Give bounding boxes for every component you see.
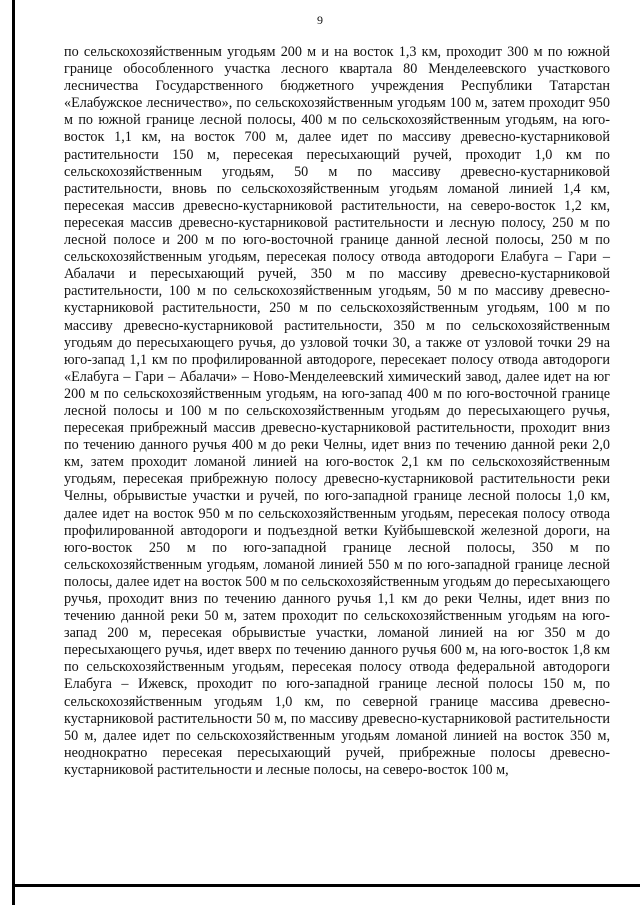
scan-edge-bottom (12, 884, 640, 887)
page-number: 9 (317, 13, 323, 27)
scan-edge-left (12, 0, 15, 905)
body-text: по сельскохозяйственным угодьям 200 м и на восток 1,3 км, проходит 300 м по южной границе обособленного участка лесного квартала 80 Менделеевского участкового лесничества Государственного бюджетного учреждения Республики Татарстан «Елабужское лесничество», по сельскохозяйственным угодьям 100 м, затем проходит 950 м по южной границе лесной полосы, 400 м по сельскохозяйственным угодьям, на юго-восток 1,1 км, на восток 700 м, далее идет по массиву древесно-кустарниковой растительности 150 м, пересекая пересыхающий ручей, проходит 1,0 км по сельскохозяйственным угодьям, 50 м по массиву древесно-кустарниковой растительности, вновь по сельскохозяйственным угодьям ломаной линией 1,4 км, пересекая массив древесно-кустарниковой растительности, на северо-восток 1,2 км, пересекая массив древесно-кустарниковой растительности и лесную полосу, 250 м по лесной полосе и 200 м по юго-восточной границе данной лесной полосы, 250 м по сельскохозяйственным угодьям, пересекая полосу отвода автодороги Елабуга – Гари – Абалачи и пересыхающий ручей, 350 м по массиву древесно-кустарниковой растительности, 100 м по сельскохозяйственным угодьям, 50 м по массиву древесно-кустарниковой растительности, 250 м по сельскохозяйственным угодьям, 100 м по массиву древесно-кустарниковой растительности, 350 м по сельскохозяйственным угодьям до пересыхающего ручья, до узловой точки 30, а также от узловой точки 29 на юго-запад 1,1 км по профилированной автодороге, пересекает полосу отвода автодороги «Елабуга – Гари – Абалачи» – Ново-Менделеевский химический завод, далее идет на юг 200 м по сельскохозяйственным угодьям, на юго-запад 400 м по юго-восточной границе лесной полосы и 100 м по сельскохозяйственным угодьям до пересыхающего ручья, пересекая прибрежный массив древесно-кустарниковой растительности, проходит вниз по течению данного ручья 400 м до реки Челны, идет вниз по течению данной реки 2,0 км, затем проходит ломаной линией на юго-восток 2,1 км по сельскохозяйственным угодьям, пересекая прибрежную полосу древесно-кустарниковой растительности реки Челны, обрывистые участки и ручей, по юго-западной границе лесной полосы 1,0 км, далее идет на восток 950 м по сельскохозяйственным угодьям, пересекая полосу отвода профилированной автодороги и подъездной ветки Куйбышевской железной дороги, на юго-восток 250 м по юго-западной границе лесной полосы, 350 м по сельскохозяйственным угодьям, ломаной линией 550 м по юго-западной границе лесной полосы, далее идет на восток 500 м по сельскохозяйственным угодьям до пересыхающего ручья, проходит вниз по течению данного ручья 1,1 км до реки Челны, идет вниз по течению данной реки 50 м, затем проходит по сельскохозяйственным угодьям на юго-запад 200 м, пересекая обрывистые участки, ломаной линией на юг 350 м до пересыхающего ручья, идет вверх по течению данного ручья 600 м, на юго-восток 1,8 км по сельскохозяйственным угодьям, пересекая полосу отвода федеральной автодороги Елабуга – Ижевск, проходит по юго-западной границе лесной полосы 150 м, по сельскохозяйственным угодьям 1,0 км, по северной границе массива древесно-кустарниковой растительности 50 м, по массиву древесно-кустарниковой растительности 50 м, далее идет по сельскохозяйственным угодьям ломаной линией на восток 350 м, неоднократно пересекая пересыхающий ручей, прибрежные полосы древесно-кустарниковой растительности и лесные полосы, на северо-восток 100 м, (64, 44, 610, 778)
